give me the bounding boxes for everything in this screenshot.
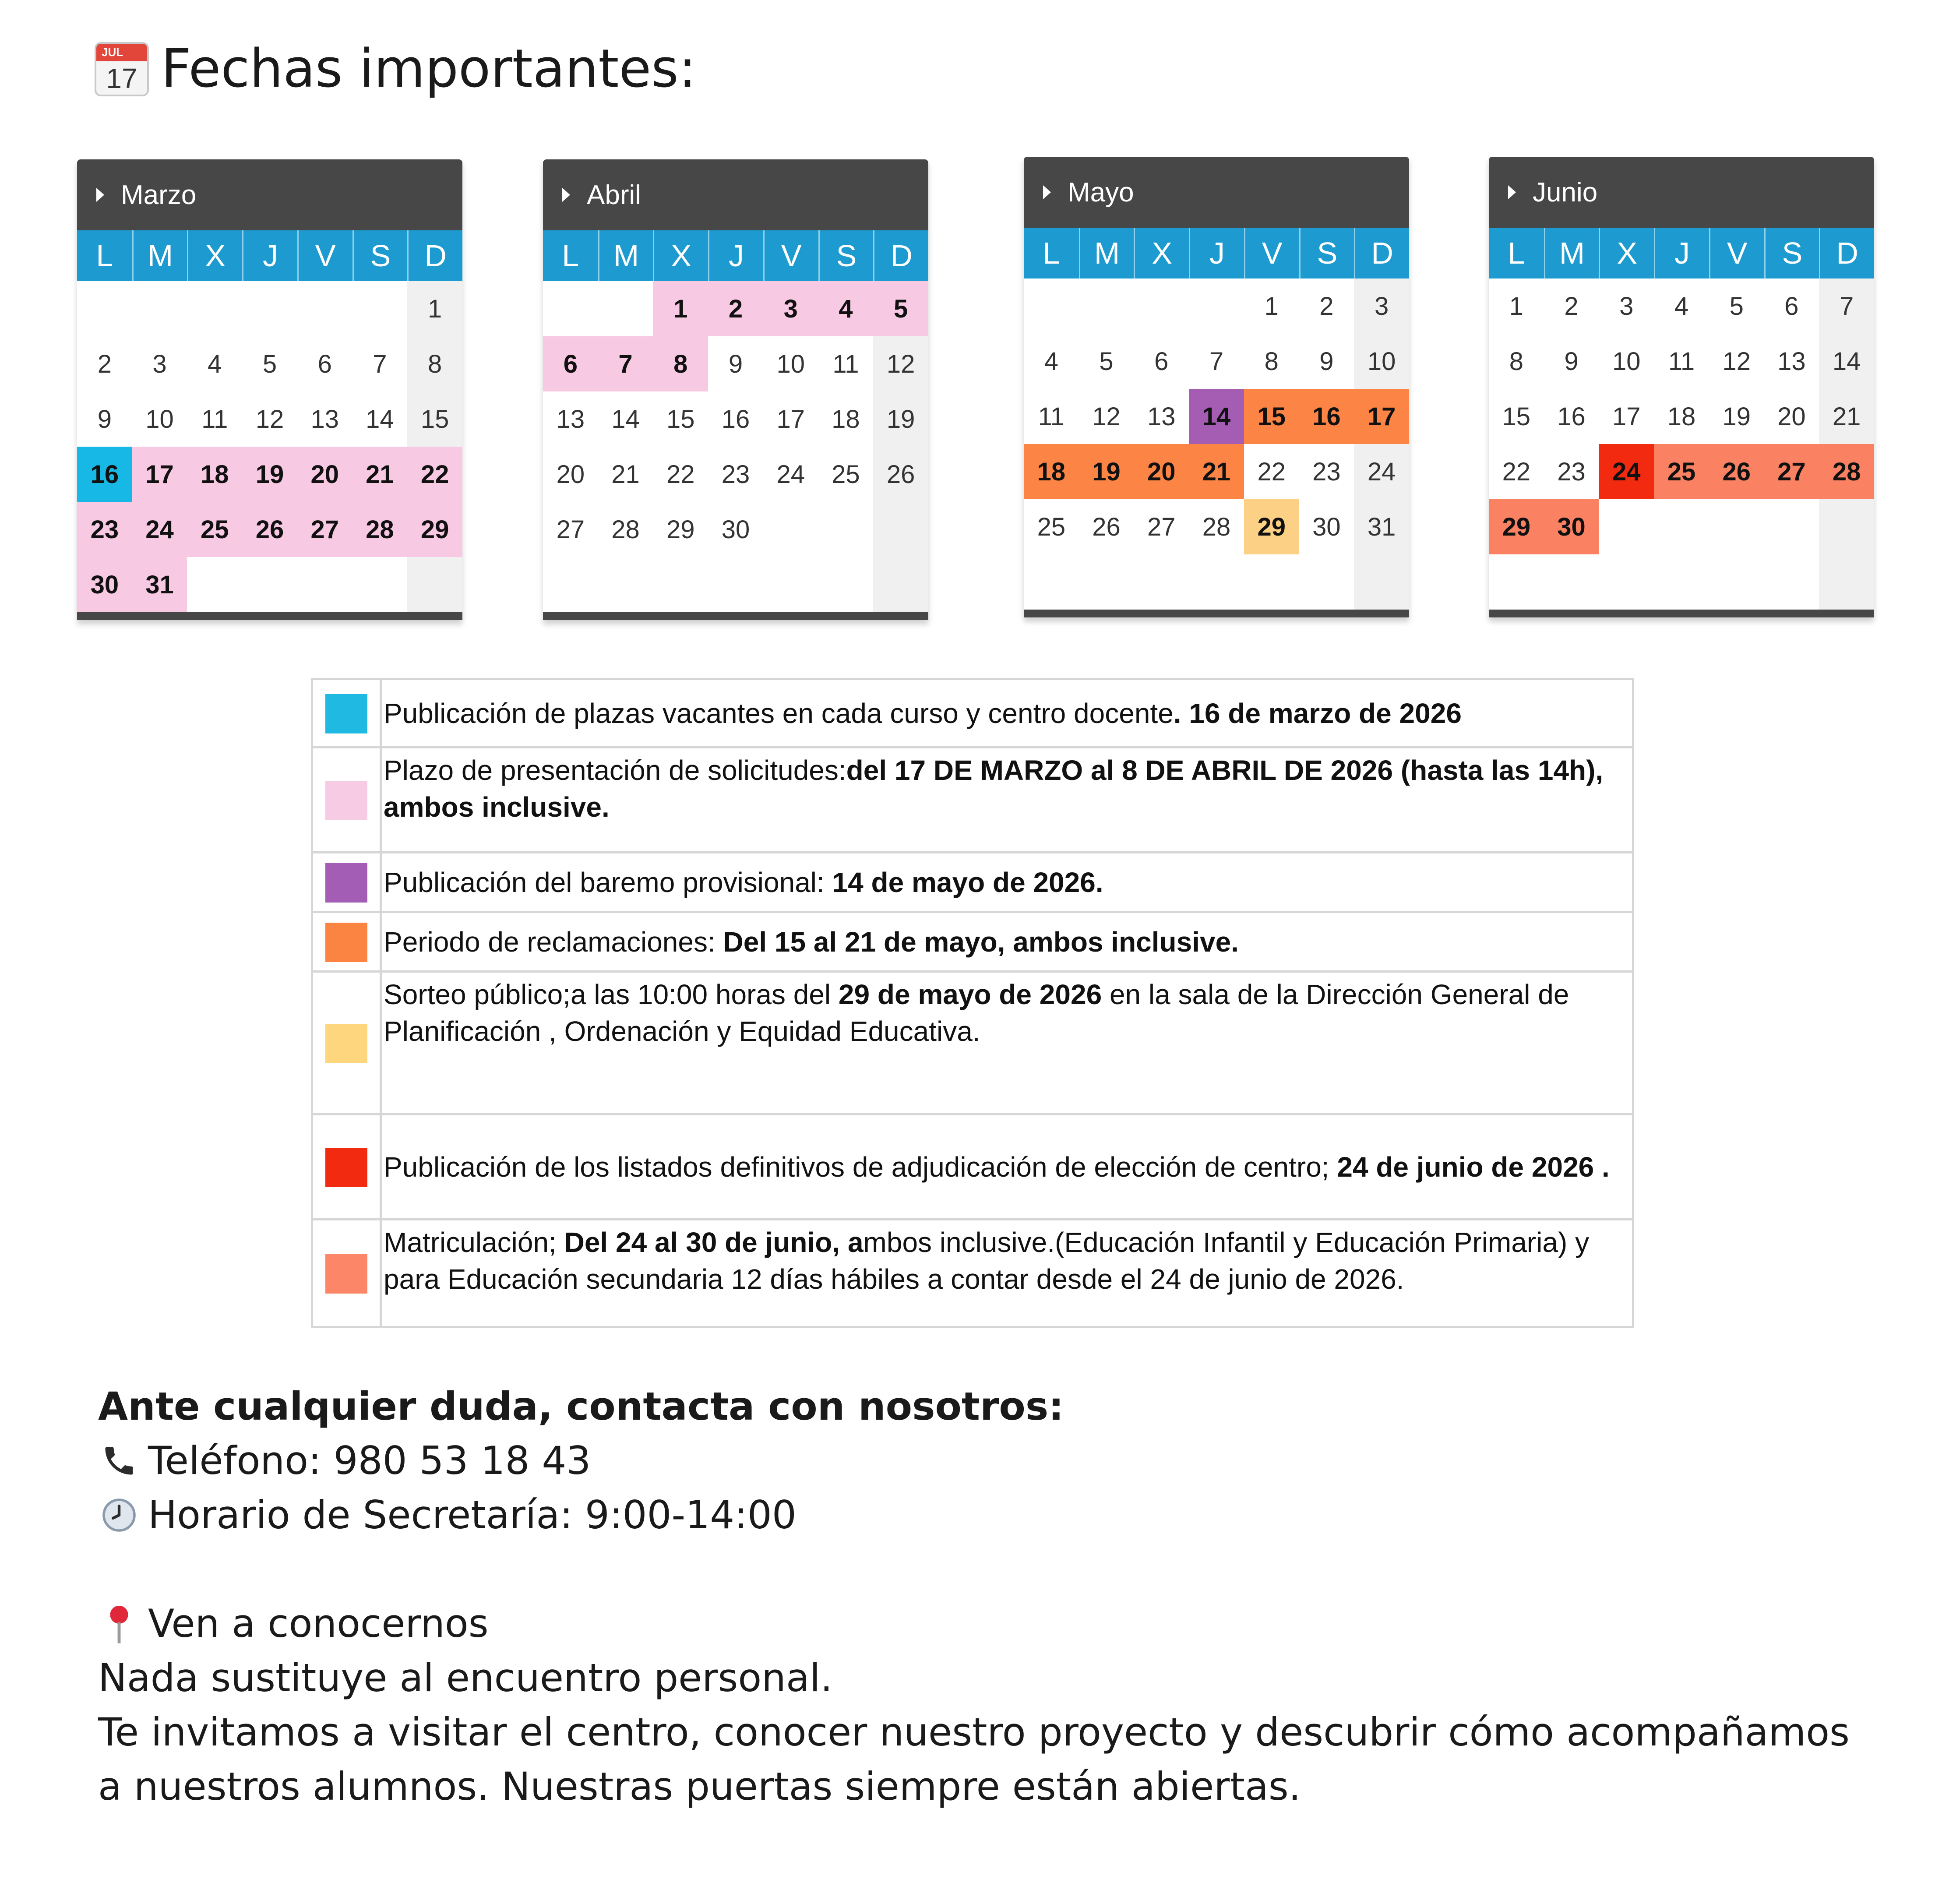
day-cell: 8 <box>1509 347 1523 376</box>
legend-swatch <box>325 1024 367 1063</box>
weekday-label: S <box>1299 228 1354 279</box>
day-cell: 24 <box>1599 444 1654 499</box>
legend-text-bold: 29 de mayo de 2026 <box>838 979 1102 1010</box>
phone-icon <box>98 1442 140 1479</box>
day-cell: 22 <box>666 460 695 489</box>
month-footer <box>1489 610 1874 617</box>
day-cell: 12 <box>1722 347 1751 376</box>
month-name: Abril <box>587 180 641 210</box>
day-cell: 17 <box>776 405 805 434</box>
day-cell: 22 <box>1257 457 1286 486</box>
visit-line2: Te invitamos a visitar el centro, conocer nuestro proyecto y descubrir cómo acompañamos a nuestros alumnos. Nuestras puertas siempre están abiertas. <box>98 1710 1850 1809</box>
day-cell: 5 <box>1729 292 1744 321</box>
empty-cell <box>242 281 297 336</box>
day-cell: 1 <box>653 281 708 336</box>
empty-cell <box>1134 279 1189 334</box>
legend-swatch <box>325 863 367 903</box>
day-cell: 2 <box>97 349 112 378</box>
empty-cell <box>297 281 352 336</box>
day-cell: 11 <box>1668 347 1695 376</box>
day-cell: 23 <box>1312 457 1341 486</box>
weekday-label: M <box>132 230 187 281</box>
weekday-label: X <box>1134 228 1189 279</box>
day-cell: 10 <box>1354 334 1409 389</box>
day-cell: 19 <box>1079 444 1134 499</box>
weekday-label: D <box>407 230 462 281</box>
empty-cell <box>242 557 297 612</box>
empty-cell <box>1654 554 1709 610</box>
visit-line1: Nada sustituye al encuentro personal. <box>98 1655 833 1700</box>
legend-row <box>312 1114 1633 1220</box>
empty-cell <box>763 502 818 557</box>
weekday-label: M <box>1079 228 1134 279</box>
legend-text <box>381 912 1633 972</box>
empty-cell <box>598 281 653 336</box>
day-cell: 24 <box>132 502 187 557</box>
legend-swatch <box>325 781 367 820</box>
weekday-label: J <box>1189 228 1244 279</box>
legend-text <box>381 972 1633 1114</box>
day-cell: 27 <box>556 515 585 544</box>
legend-text <box>381 747 1633 853</box>
empty-cell <box>187 557 242 612</box>
calendar-marzo <box>77 159 462 620</box>
day-cell: 4 <box>208 349 222 378</box>
day-cell: 30 <box>1312 512 1341 541</box>
day-cell: 6 <box>317 349 332 378</box>
day-cell: 5 <box>262 349 277 378</box>
empty-cell <box>598 557 653 612</box>
legend-text-part: Publicación de los listados definitivos de adjudicación de elección de centro; <box>384 1151 1337 1183</box>
caret-right-icon <box>1043 185 1051 199</box>
empty-cell <box>132 281 187 336</box>
day-cell: 17 <box>1354 389 1409 444</box>
empty-cell <box>1819 554 1874 610</box>
day-cell: 3 <box>763 281 818 336</box>
legend-text-bold: Del 15 al 21 de mayo, ambos inclusive. <box>723 926 1239 958</box>
legend-row <box>312 747 1633 853</box>
empty-cell <box>1654 499 1709 554</box>
empty-cell <box>543 557 598 612</box>
empty-cell <box>187 281 242 336</box>
legend-swatch <box>325 923 367 962</box>
day-cell: 1 <box>1264 292 1279 321</box>
month-footer <box>543 612 928 620</box>
empty-cell <box>1354 554 1409 610</box>
empty-cell <box>1544 554 1599 610</box>
day-cell: 9 <box>1319 347 1334 376</box>
legend-text-part: Periodo de reclamaciones: <box>384 926 723 958</box>
day-cell: 16 <box>1299 389 1354 444</box>
day-cell: 23 <box>77 502 132 557</box>
legend-text <box>381 679 1633 747</box>
day-cell: 13 <box>556 405 585 434</box>
day-cell: 12 <box>255 405 284 434</box>
day-cell: 12 <box>1092 402 1121 431</box>
day-cell: 3 <box>152 349 167 378</box>
empty-cell <box>1024 554 1079 610</box>
days-grid <box>543 281 928 612</box>
empty-cell <box>1764 554 1819 610</box>
days-grid <box>1489 279 1874 610</box>
empty-cell <box>1079 554 1134 610</box>
weekday-label: V <box>1244 228 1299 279</box>
day-cell: 4 <box>1674 292 1689 321</box>
day-cell: 14 <box>1819 334 1874 389</box>
legend-swatch-cell <box>312 972 381 1114</box>
legend-text-bold: 14 de mayo de 2026. <box>832 866 1103 898</box>
weekday-label: M <box>1544 228 1599 279</box>
day-cell: 29 <box>666 515 695 544</box>
day-cell: 12 <box>873 336 928 391</box>
day-cell: 15 <box>407 391 462 447</box>
day-cell: 8 <box>1264 347 1279 376</box>
weekday-row <box>543 230 928 281</box>
weekday-label: M <box>598 230 653 281</box>
legend-row <box>312 912 1633 972</box>
weekday-label: D <box>1819 228 1874 279</box>
day-cell: 20 <box>297 447 352 502</box>
page-title-text: Fechas importantes: <box>161 39 697 99</box>
day-cell: 5 <box>1099 347 1114 376</box>
day-cell: 17 <box>1612 402 1641 431</box>
weekday-label: J <box>708 230 763 281</box>
day-cell: 20 <box>1134 444 1189 499</box>
legend-row <box>312 972 1633 1114</box>
legend-table <box>311 678 1634 1328</box>
day-cell: 11 <box>201 405 228 434</box>
day-cell: 28 <box>1819 444 1874 499</box>
weekday-row <box>77 230 462 281</box>
legend-text-bold: del 17 DE MARZO al 8 DE ABRIL DE 2026 (hasta las 14h), ambos inclusive. <box>384 755 1604 823</box>
day-cell: 20 <box>556 460 585 489</box>
day-cell: 13 <box>1147 402 1176 431</box>
day-cell: 16 <box>721 405 750 434</box>
weekday-label: X <box>1599 228 1654 279</box>
month-name: Mayo <box>1068 177 1134 208</box>
day-cell: 26 <box>1092 512 1121 541</box>
month-footer <box>77 612 462 620</box>
day-cell: 31 <box>132 557 187 612</box>
day-cell: 18 <box>187 447 242 502</box>
empty-cell <box>653 557 708 612</box>
weekday-label: L <box>562 239 579 273</box>
day-cell: 11 <box>1038 402 1064 431</box>
day-cell: 22 <box>1502 457 1531 486</box>
phone-text: Teléfono: 980 53 18 43 <box>148 1438 591 1483</box>
day-cell: 14 <box>611 405 640 434</box>
contact-heading: Ante cualquier duda, contacta con nosotros: <box>98 1384 1064 1429</box>
weekday-label: L <box>1508 236 1525 270</box>
legend-text <box>381 1114 1633 1220</box>
legend-swatch <box>325 1148 367 1187</box>
day-cell: 19 <box>242 447 297 502</box>
empty-cell <box>77 281 132 336</box>
day-cell: 29 <box>1489 499 1544 554</box>
day-cell: 31 <box>1354 499 1409 554</box>
empty-cell <box>297 557 352 612</box>
day-cell: 21 <box>352 447 408 502</box>
weekday-label: J <box>1654 228 1709 279</box>
day-cell: 18 <box>1667 402 1696 431</box>
empty-cell <box>1189 554 1244 610</box>
day-cell: 5 <box>873 281 928 336</box>
weekday-row <box>1489 228 1874 279</box>
day-cell: 20 <box>1777 402 1806 431</box>
hours-text: Horario de Secretaría: 9:00-14:00 <box>148 1492 797 1537</box>
phone-row <box>98 1434 1850 1488</box>
empty-cell <box>1599 554 1654 610</box>
calendar-icon: JUL 17 <box>95 42 149 96</box>
empty-cell <box>1299 554 1354 610</box>
days-grid <box>1024 279 1409 610</box>
visit-title: Ven a conocernos <box>148 1601 489 1646</box>
day-cell: 2 <box>1564 292 1579 321</box>
day-cell: 17 <box>132 447 187 502</box>
weekday-label: L <box>96 239 113 273</box>
day-cell: 30 <box>77 557 132 612</box>
empty-cell <box>873 557 928 612</box>
weekday-label: V <box>763 230 818 281</box>
day-cell: 30 <box>1544 499 1599 554</box>
legend-swatch <box>325 1254 367 1294</box>
legend-swatch-cell <box>312 853 381 912</box>
empty-cell <box>543 281 598 336</box>
hours-row <box>98 1488 1850 1542</box>
day-cell: 16 <box>77 447 132 502</box>
day-cell: 28 <box>1202 512 1231 541</box>
day-cell: 8 <box>653 336 708 391</box>
day-cell: 24 <box>776 460 805 489</box>
weekday-label: S <box>1764 228 1819 279</box>
legend-text-part: Plazo de presentación de solicitudes: <box>384 755 846 786</box>
legend-text-part: mbos inclusive.(Educación Infantil y Educación Primaria) y para Educación secundaria 12 días hábiles a contar desde el 24 de junio de 2026. <box>384 1227 1590 1295</box>
day-cell: 10 <box>776 349 805 378</box>
month-header[interactable] <box>1024 157 1409 228</box>
day-cell: 13 <box>1777 347 1806 376</box>
empty-cell <box>1024 279 1079 334</box>
empty-cell <box>1709 499 1764 554</box>
empty-cell <box>1134 554 1189 610</box>
empty-cell <box>1819 499 1874 554</box>
day-cell: 3 <box>1354 279 1409 334</box>
contact-section <box>98 1379 1850 1814</box>
weekday-label: V <box>1709 228 1764 279</box>
day-cell: 3 <box>1619 292 1634 321</box>
day-cell: 25 <box>1654 444 1709 499</box>
day-cell: 28 <box>611 515 640 544</box>
day-cell: 14 <box>1189 389 1244 444</box>
empty-cell <box>352 281 408 336</box>
caret-right-icon <box>562 188 570 202</box>
weekday-label: D <box>1354 228 1409 279</box>
day-cell: 7 <box>373 349 387 378</box>
day-cell: 7 <box>1819 279 1874 334</box>
day-cell: 25 <box>832 460 860 489</box>
legend-text-bold: . 16 de marzo de 2026 <box>1173 697 1462 729</box>
pin-icon <box>98 1603 140 1645</box>
day-cell: 21 <box>1189 444 1244 499</box>
empty-cell <box>708 557 763 612</box>
month-footer <box>1024 610 1409 617</box>
day-cell: 25 <box>187 502 242 557</box>
day-cell: 1 <box>1509 292 1523 321</box>
legend-text-part: Matriculación; <box>384 1227 564 1258</box>
legend-swatch-cell <box>312 1114 381 1220</box>
day-cell: 19 <box>1722 402 1751 431</box>
day-cell: 18 <box>832 405 860 434</box>
day-cell: 16 <box>1557 402 1586 431</box>
day-cell: 9 <box>728 349 743 378</box>
legend-swatch-cell <box>312 679 381 747</box>
day-cell: 21 <box>1819 389 1874 444</box>
legend-row <box>312 679 1633 747</box>
month-name: Junio <box>1533 177 1598 208</box>
day-cell: 10 <box>1612 347 1641 376</box>
day-cell: 30 <box>721 515 750 544</box>
legend-swatch-cell <box>312 912 381 972</box>
day-cell: 26 <box>873 447 928 502</box>
day-cell: 27 <box>1147 512 1176 541</box>
day-cell: 8 <box>407 336 462 391</box>
day-cell: 26 <box>242 502 297 557</box>
visit-row <box>98 1597 1850 1651</box>
legend-text-part: Publicación del baremo provisional: <box>384 866 832 898</box>
empty-cell <box>1189 279 1244 334</box>
weekday-label: V <box>297 230 352 281</box>
empty-cell <box>818 502 874 557</box>
weekday-label: J <box>242 230 297 281</box>
day-cell: 26 <box>1709 444 1764 499</box>
empty-cell <box>1599 499 1654 554</box>
day-cell: 29 <box>407 502 462 557</box>
legend-text-part: Sorteo público;a las 10:00 horas del <box>384 979 839 1010</box>
legend-text-bold: 24 de junio de 2026 . <box>1337 1151 1610 1183</box>
legend-swatch <box>325 694 367 733</box>
day-cell: 11 <box>832 349 859 378</box>
month-header[interactable] <box>77 159 462 230</box>
day-cell: 2 <box>708 281 763 336</box>
month-header[interactable] <box>543 159 928 230</box>
calendar-junio <box>1489 157 1874 617</box>
empty-cell <box>818 557 874 612</box>
day-cell: 14 <box>366 405 394 434</box>
weekday-label: D <box>873 230 928 281</box>
day-cell: 18 <box>1024 444 1079 499</box>
day-cell: 25 <box>1037 512 1066 541</box>
page-title <box>95 39 696 99</box>
day-cell: 29 <box>1244 499 1299 554</box>
empty-cell <box>1079 279 1134 334</box>
day-cell: 15 <box>666 405 695 434</box>
empty-cell <box>873 502 928 557</box>
legend-swatch-cell <box>312 1220 381 1327</box>
legend-row <box>312 1220 1633 1327</box>
day-cell: 9 <box>97 405 112 434</box>
calendar-mayo <box>1024 157 1409 617</box>
legend-text-part: en la sala de la Dirección General de Planificación , Ordenación y Equidad Educativa. <box>384 979 1569 1047</box>
weekday-label: S <box>818 230 874 281</box>
empty-cell <box>1244 554 1299 610</box>
clock-icon <box>98 1497 140 1534</box>
weekday-row <box>1024 228 1409 279</box>
day-cell: 7 <box>1209 347 1224 376</box>
day-cell: 23 <box>721 460 750 489</box>
day-cell: 23 <box>1557 457 1586 486</box>
day-cell: 15 <box>1502 402 1531 431</box>
day-cell: 6 <box>1784 292 1799 321</box>
weekday-label: S <box>352 230 408 281</box>
weekday-label: L <box>1043 236 1060 270</box>
legend-text-bold: Del 24 al 30 de junio, a <box>564 1227 864 1258</box>
day-cell: 15 <box>1244 389 1299 444</box>
day-cell: 4 <box>1044 347 1058 376</box>
legend-swatch-cell <box>312 747 381 853</box>
weekday-label: X <box>187 230 242 281</box>
month-name: Marzo <box>121 180 197 210</box>
day-cell: 6 <box>543 336 598 391</box>
day-cell: 19 <box>873 391 928 447</box>
day-cell: 27 <box>1764 444 1819 499</box>
day-cell: 28 <box>352 502 408 557</box>
caret-right-icon <box>1508 185 1516 199</box>
day-cell: 6 <box>1154 347 1169 376</box>
day-cell: 2 <box>1319 292 1334 321</box>
days-grid <box>77 281 462 612</box>
empty-cell <box>407 557 462 612</box>
empty-cell <box>763 557 818 612</box>
day-cell: 7 <box>598 336 653 391</box>
day-cell: 13 <box>310 405 339 434</box>
day-cell: 4 <box>818 281 874 336</box>
day-cell: 22 <box>407 447 462 502</box>
month-header[interactable] <box>1489 157 1874 228</box>
day-cell: 1 <box>407 281 462 336</box>
empty-cell <box>1764 499 1819 554</box>
day-cell: 10 <box>145 405 174 434</box>
legend-text <box>381 853 1633 912</box>
legend-text-part: Publicación de plazas vacantes en cada curso y centro docente <box>384 697 1174 729</box>
empty-cell <box>1709 554 1764 610</box>
empty-cell <box>352 557 408 612</box>
day-cell: 9 <box>1564 347 1579 376</box>
day-cell: 21 <box>611 460 640 489</box>
weekday-label: X <box>653 230 708 281</box>
legend-row <box>312 853 1633 912</box>
legend-text <box>381 1220 1633 1327</box>
day-cell: 24 <box>1354 444 1409 499</box>
caret-right-icon <box>96 188 104 202</box>
day-cell: 27 <box>297 502 352 557</box>
empty-cell <box>1489 554 1544 610</box>
calendar-abril <box>543 159 928 620</box>
